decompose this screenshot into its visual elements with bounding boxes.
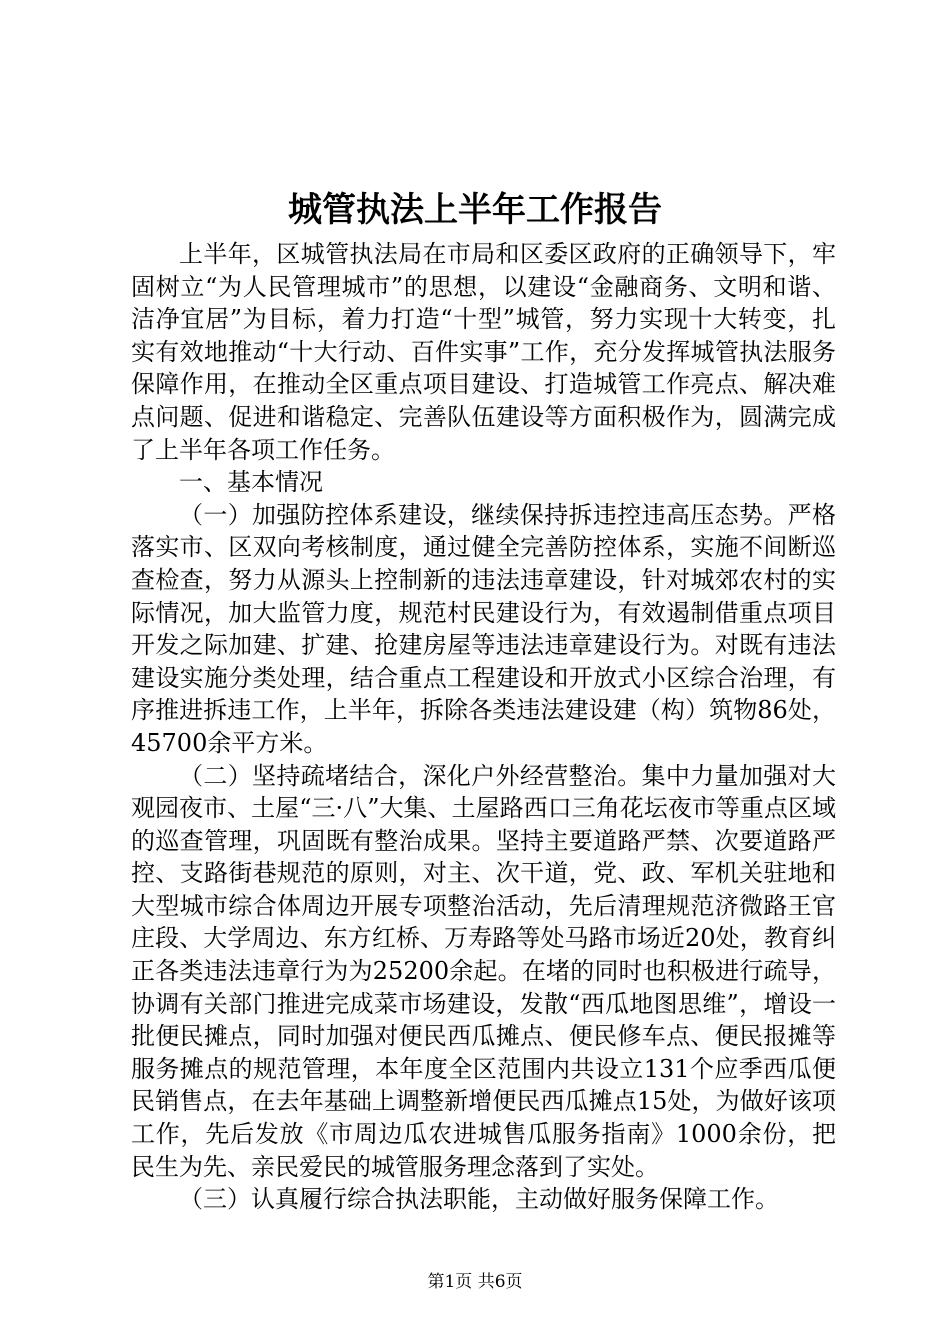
intro-paragraph: 上半年，区城管执法局在市局和区委区政府的正确领导下，牢固树立“为人民管理城市”的思想，以建设“金融商务、文明和谐、洁净宜居”为目标，着力打造“十型”城管，努力实现十大转变，扎实有效地推动“十大行动、百件实事”工作，充分发挥城管执法服务保障作用，在推动全区重点项目建设、打造城管工作亮点、解决难点问题、促进和谐稳定、完善队伍建设等方面积极作为，圆满完成了上半年各项工作任务。 bbox=[131, 240, 836, 464]
paragraph-section-1: （一）加强防控体系建设，继续保持拆违控违高压态势。严格落实市、区双向考核制度，通过健全完善防控体系，实施不间断巡查检查，努力从源头上控制新的违法违章建设，针对城郊农村的实际情况，加大监管力度，规范村民建设行为，有效遏制借重点项目开发之际加建、扩建、抢建房屋等违法违章建设行为。对既有违法建设实施分类处理，结合重点工程建设和开放式小区综合治理，有序推进拆违工作，上半年，拆除各类违法建设建（构）筑物86处，45700余平方米。 bbox=[131, 500, 836, 757]
document-body bbox=[131, 238, 836, 1216]
document-title: 城管执法上半年工作报告 bbox=[288, 190, 662, 230]
paragraph-section-2: （二）坚持疏堵结合，深化户外经营整治。集中力量加强对大观园夜市、土屋“三·八”大集、土屋路西口三角花坛夜市等重点区域的巡查管理，巩固既有整治成果。坚持主要道路严禁、次要道路严控、支路街巷规范的原则，对主、次干道，党、政、军机关驻地和大型城市综合体周边开展专项整治活动，先后清理规范济微路王官庄段、大学周边、东方红桥、万寿路等处马路市场近20处，教育纠正各类违法违章行为为25200余起。在堵的同时也积极进行疏导，协调有关部门推进完成菜市场建设，发散“西瓜地图思维”，增设一批便民摊点，同时加强对便民西瓜摊点、便民修车点、便民报摊等服务摊点的规范管理，本年度全区范围内共设立131个应季西瓜便民销售点，在去年基础上调整新增便民西瓜摊点15处，为做好该项工作，先后发放《市周边瓜农进城售瓜服务指南》1000余份，把民生为先、亲民爱民的城管服务理念落到了实处。 bbox=[131, 761, 836, 1181]
section-heading-basic-situation: 一、基本情况 bbox=[179, 468, 323, 497]
paragraph-section-3: （三）认真履行综合执法职能，主动做好服务保障工作。 bbox=[179, 1185, 779, 1214]
page-footer: 第1页 共6页 bbox=[427, 1272, 523, 1292]
